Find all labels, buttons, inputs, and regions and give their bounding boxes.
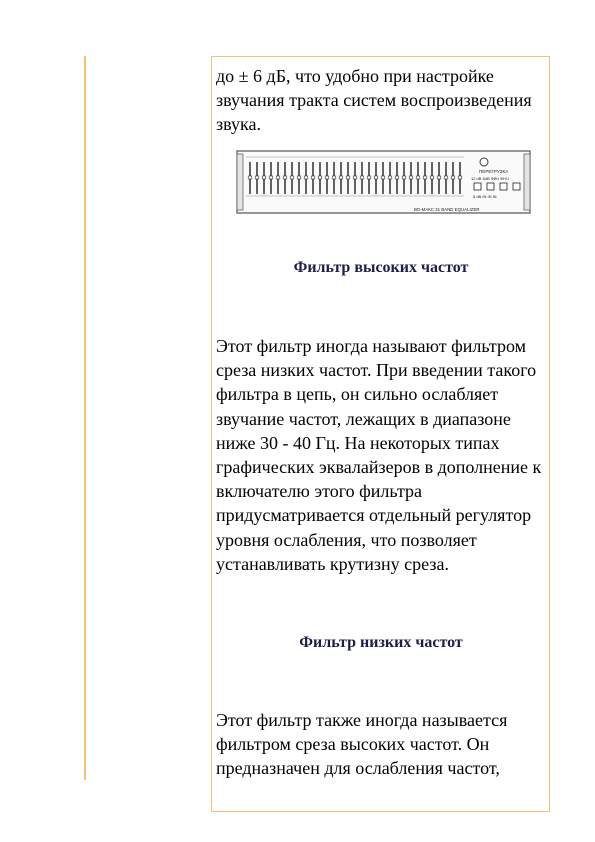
equalizer-image [236, 148, 532, 216]
switch-labels: 6 dB IN IN IN [473, 194, 497, 199]
slider-knob [353, 176, 357, 179]
heading-high-pass-filter: Фильтр высоких частот [293, 259, 469, 276]
slider-knob [339, 176, 343, 179]
slider-knob [458, 176, 462, 179]
slider-knob [276, 176, 280, 179]
slider-knob [269, 176, 273, 179]
slider-knob [283, 176, 287, 179]
slider-knob [444, 176, 448, 179]
paragraph-1: до ± 6 дБ, что удобно при настройке звучания тракта систем воспроизведения звука. [216, 66, 532, 135]
slider-knob [332, 176, 336, 179]
model-label: ВО-МАКС 31 BAND EQUALIZER [414, 207, 480, 212]
paragraph-3: Этот фильтр также иногда называется фильтром среза высоких частот. Он предназначен для ослабления частот, [216, 710, 508, 779]
slider-knob [325, 176, 329, 179]
margin-line [84, 56, 86, 780]
switch-4 [513, 183, 520, 190]
slider-knob [346, 176, 350, 179]
slider-knob [248, 176, 252, 179]
slider-knob [290, 176, 294, 179]
slider-knob [360, 176, 364, 179]
slider-knob [409, 176, 413, 179]
equalizer-rack-ear-right [524, 154, 530, 210]
paragraph-2: Этот фильтр иногда называют фильтром среза низких частот. При введении такого фильтра в цепь, он сильно ослабляет звучание частот, лежащих в диапазоне ниже 30 - 40 Гц. На некоторых типах графических эквалайзеров в дополнение к включателю этого фильтра придусматривается отдельный регулятор уровня ослабления, что позволяет устанавливать крутизну среза. [216, 336, 542, 574]
scale-label: 12 dB 6dB ФВЧ ФНЧ [471, 176, 509, 181]
slider-knob [423, 176, 427, 179]
slider-knob [430, 176, 434, 179]
switch-2 [487, 183, 494, 190]
slider-knob [262, 176, 266, 179]
slider-knob [402, 176, 406, 179]
slider-knob [311, 176, 315, 179]
slider-knob [451, 176, 455, 179]
slider-knob [297, 176, 301, 179]
slider-knob [374, 176, 378, 179]
slider-knob [304, 176, 308, 179]
equalizer-rack-ear-left [237, 154, 243, 210]
slider-knob [367, 176, 371, 179]
overload-label: ПЕРЕГРУЗКА [479, 169, 509, 174]
slider-knob [255, 176, 259, 179]
heading-low-pass-filter: Фильтр низких частот [299, 634, 463, 651]
slider-knob [416, 176, 420, 179]
switch-3 [500, 183, 507, 190]
slider-knob [437, 176, 441, 179]
switch-1 [474, 183, 481, 190]
slider-knob [395, 176, 399, 179]
slider-knob [381, 176, 385, 179]
slider-knob [318, 176, 322, 179]
slider-knob [388, 176, 392, 179]
